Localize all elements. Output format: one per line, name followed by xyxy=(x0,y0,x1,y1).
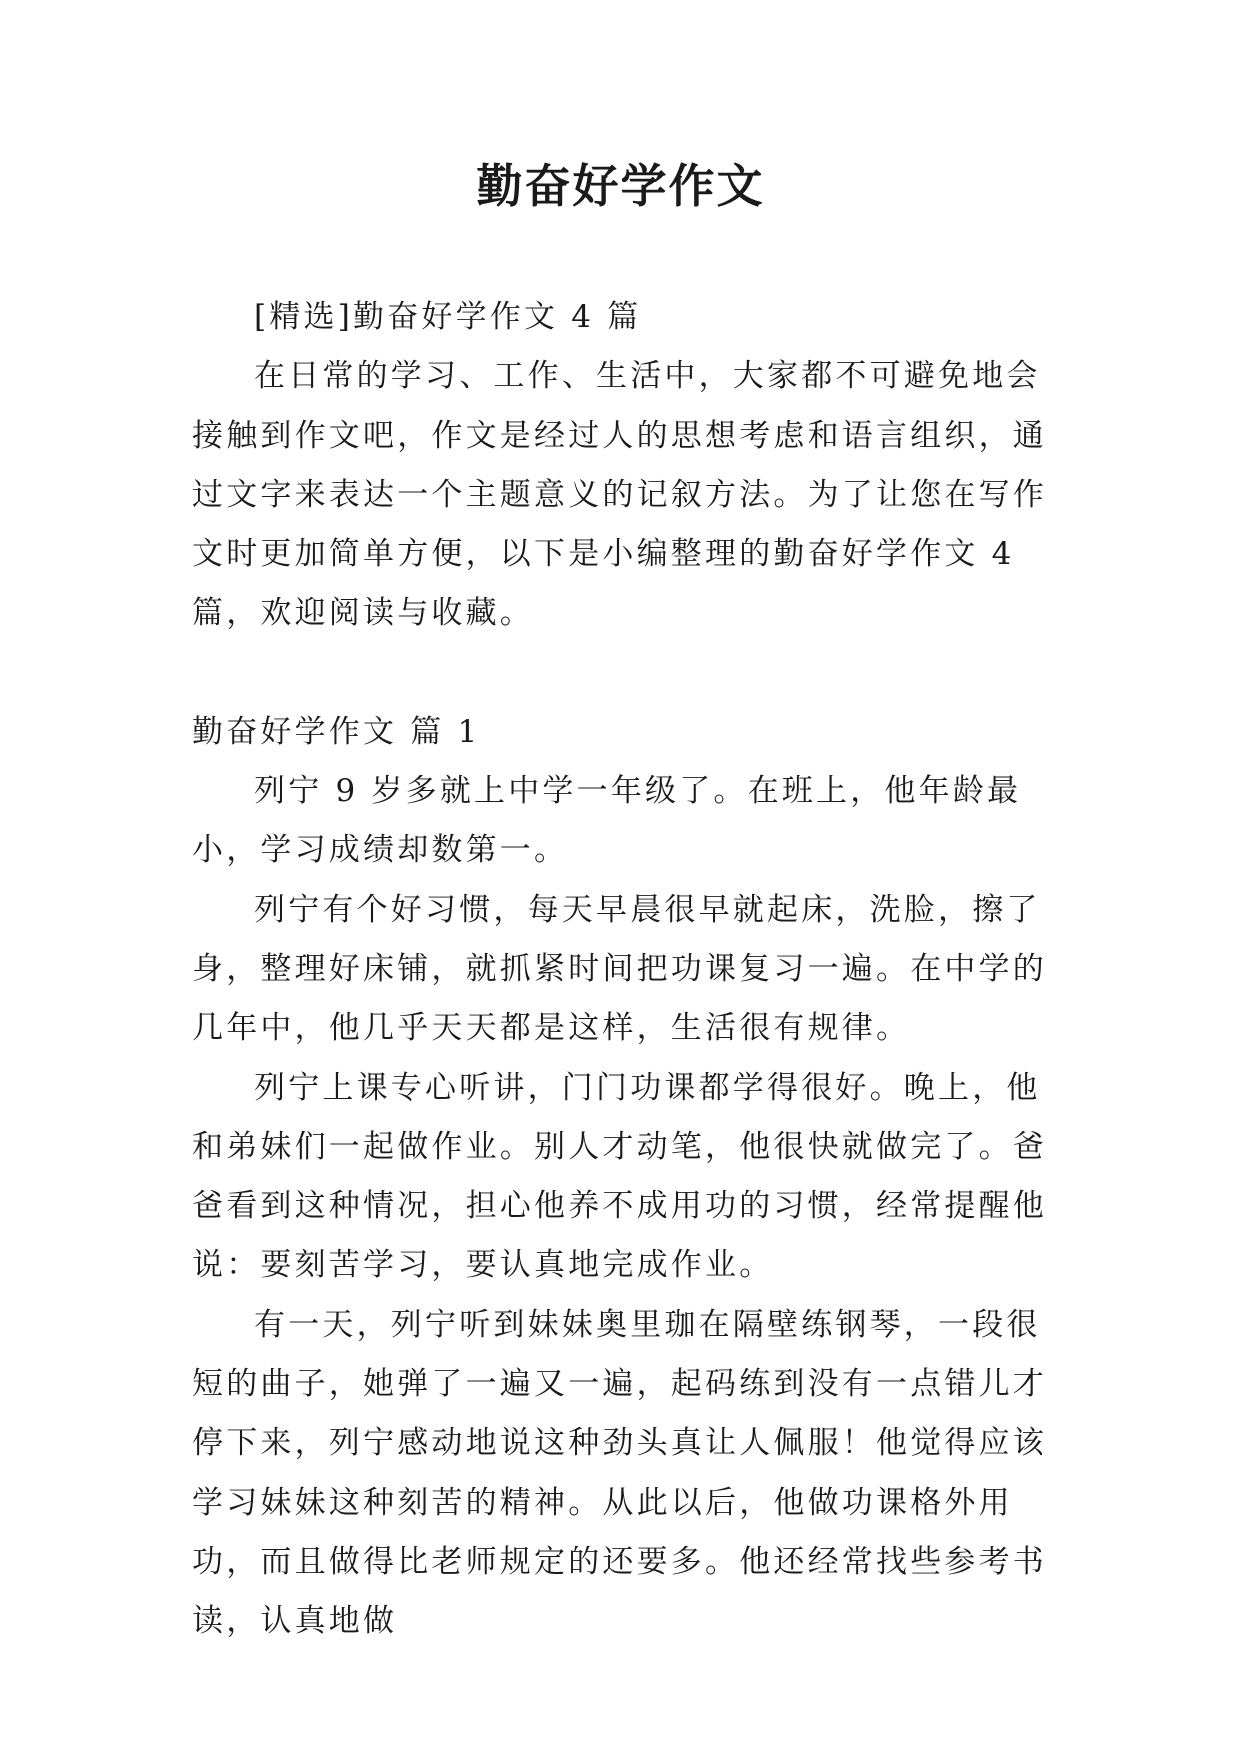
body-paragraph: 列宁 9 岁多就上中学一年级了。在班上，他年龄最小，学习成绩却数第一。 xyxy=(192,773,1022,869)
body-paragraph: 列宁有个好习惯，每天早晨很早就起床，洗脸，擦了身，整理好床铺，就抓紧时间把功课复习一遍。在中学的几年中，他几乎天天都是这样，生活很有规律。 xyxy=(192,891,1047,1047)
document-title: 勤奋好学作文 xyxy=(476,159,765,213)
section-heading: 勤奋好学作文 篇 1 xyxy=(192,713,481,750)
body-paragraph: 有一天，列宁听到妹妹奥里珈在隔壁练钢琴，一段很短的曲子，她弹了一遍又一遍，起码练到没有一点错儿才停下来，列宁感动地说这种劲头真让人佩服！他觉得应该学习妹妹这种刻苦的精神。从此以后，他做功课格外用功，而且做得比老师规定的还要多。他还经常找些参考书读，认真地做 xyxy=(192,1306,1047,1640)
section-gap xyxy=(192,644,1058,703)
document-body xyxy=(192,288,1058,1652)
body-paragraph: 列宁上课专心听讲，门门功课都学得很好。晚上，他和弟妹们一起做作业。别人才动笔，他很快就做完了。爸爸看到这种情况，担心他养不成用功的习惯，经常提醒他说：要刻苦学习，要认真地完成作业。 xyxy=(192,1069,1047,1284)
intro-paragraph: 在日常的学习、工作、生活中，大家都不可避免地会接触到作文吧，作文是经过人的思想考虑和语言组织，通过文字来表达一个主题意义的记叙方法。为了让您在写作文时更加简单方便，以下是小编整理的勤奋好学作文 4 篇，欢迎阅读与收藏。 xyxy=(192,358,1047,632)
intro-heading: [精选]勤奋好学作文 4 篇 xyxy=(254,299,642,335)
